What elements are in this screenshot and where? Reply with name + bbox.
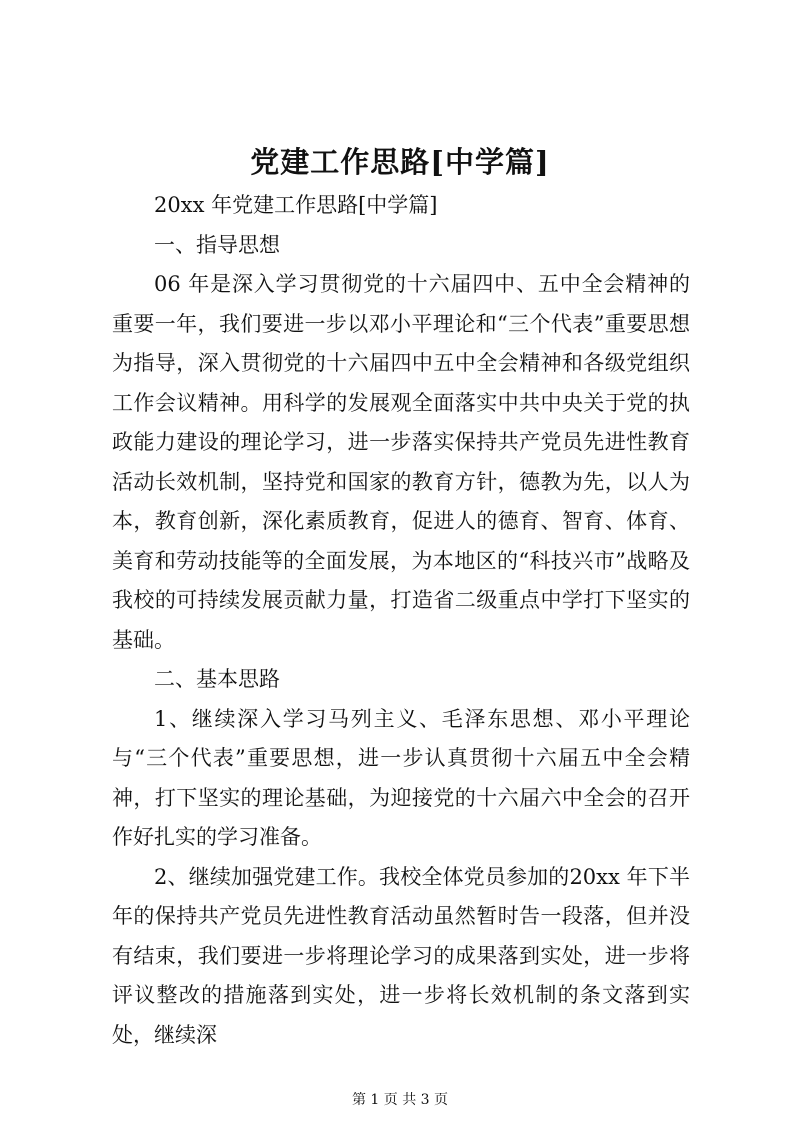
section-heading-basic-approach: 二、基本思路 [154, 667, 280, 691]
document-title: 党建工作思路[中学篇] [250, 145, 550, 179]
section-heading-guiding-thought: 一、指导思想 [154, 232, 280, 257]
subtitle-paragraph: 20xx 年党建工作思路[中学篇] [154, 193, 438, 217]
page-number-footer: 第 1 页 共 3 页 [351, 1092, 449, 1108]
body-paragraph: 2、继续加强党建工作。我校全体党员参加的20xx 年下半年的保持共产党员先进性教育活动虽然暂时告一段落，但并没有结束，我们要进一步将理论学习的成果落到实处，进一步将评议整改的措施落到实处，进一步将长效机制的条文落到实处，继续深 [112, 864, 690, 1047]
body-paragraph: 06 年是深入学习贯彻党的十六届四中、五中全会精神的重要一年，我们要进一步以邓小平理论和“三个代表”重要思想为指导，深入贯彻党的十六届四中五中全会精神和各级党组织工作会议精神。用科学的发展观全面落实中共中央关于党的执政能力建设的理论学习，进一步落实保持共产党员先进性教育活动长效机制，坚持党和国家的教育方针，德教为先，以人为本，教育创新，深化素质教育，促进人的德育、智育、体育、美育和劳动技能等的全面发展，为本地区的“科技兴市”战略及我校的可持续发展贡献力量，打造省二级重点中学打下坚实的基础。 [112, 272, 690, 652]
body-paragraph: 1、继续深入学习马列主义、毛泽东思想、邓小平理论与“三个代表”重要思想，进一步认真贯彻十六届五中全会精神，打下坚实的理论基础，为迎接党的十六届六中全会的召开作好扎实的学习准备。 [112, 706, 690, 849]
document-body [112, 186, 690, 1055]
